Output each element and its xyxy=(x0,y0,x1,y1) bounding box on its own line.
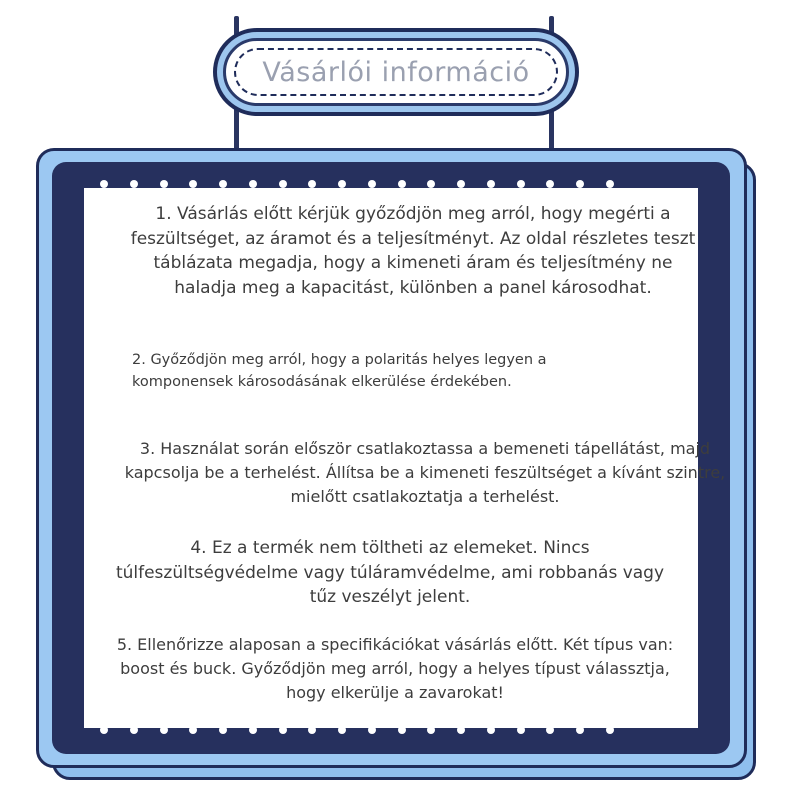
binding-dot xyxy=(427,180,435,188)
binding-dot xyxy=(279,180,287,188)
binding-dot xyxy=(189,726,197,734)
binding-dot xyxy=(427,726,435,734)
binding-dot xyxy=(546,726,554,734)
binding-dot xyxy=(517,726,525,734)
binding-dot xyxy=(457,726,465,734)
binding-dot xyxy=(100,180,108,188)
binding-dot xyxy=(517,180,525,188)
binding-dot xyxy=(249,180,257,188)
binding-dot xyxy=(457,180,465,188)
binding-dot xyxy=(368,180,376,188)
note-3: 3. Használat során először csatlakoztassa a bemeneti tápellátást, majd kapcsolja be a terhelést. Állítsa be a kimeneti feszültséget a kívánt szintre, mielőtt csatlakoztatja a terhelést. xyxy=(124,439,726,506)
binding-dot xyxy=(606,180,614,188)
binding-dot xyxy=(160,726,168,734)
binding-dot xyxy=(130,180,138,188)
binding-dot xyxy=(368,726,376,734)
binding-dot xyxy=(398,180,406,188)
title-sign xyxy=(213,28,579,116)
binding-dot xyxy=(189,180,197,188)
binding-dot xyxy=(338,726,346,734)
note-5: 5. Ellenőrizze alaposan a specifikációkat vásárlás előtt. Két típus van: boost és buck. Győződjön meg arról, hogy a helyes típust válassztja, hogy elkerülje a zavarokat! xyxy=(116,635,674,702)
note-4: 4. Ez a termék nem töltheti az elemeket. Nincs túlfeszültségvédelme vagy túláramvédelme, ami robbanás vagy tűz veszélyt jelent. xyxy=(115,538,665,607)
binding-dot xyxy=(130,726,138,734)
binding-dot xyxy=(100,726,108,734)
binding-dots-bottom xyxy=(84,726,698,736)
binding-dot xyxy=(249,726,257,734)
binding-dot xyxy=(279,726,287,734)
binding-dot xyxy=(576,180,584,188)
page-title: Vásárlói információ xyxy=(234,48,558,96)
binding-dot xyxy=(219,726,227,734)
binding-dot xyxy=(398,726,406,734)
binding-dot xyxy=(160,180,168,188)
binding-dot xyxy=(308,180,316,188)
binding-dot xyxy=(606,726,614,734)
binding-dot xyxy=(487,726,495,734)
binding-dot xyxy=(546,180,554,188)
note-2: 2. Győződjön meg arról, hogy a polaritás helyes legyen a komponensek károsodásának elkerülése érdekében. xyxy=(132,352,547,390)
binding-dot xyxy=(487,180,495,188)
binding-dot xyxy=(576,726,584,734)
binding-dots-top xyxy=(84,180,698,190)
binding-dot xyxy=(338,180,346,188)
title-sign-inner xyxy=(223,38,569,106)
note-1: 1. Vásárlás előtt kérjük győződjön meg arról, hogy megérti a feszültséget, az áramot és a teljesítményt. Az oldal részletes teszt táblázata megadja, hogy a kimeneti áram és teljesítmény ne haladja meg a kapacitást, különben a panel károsodhat. xyxy=(130,204,696,298)
binding-dot xyxy=(219,180,227,188)
binding-dot xyxy=(308,726,316,734)
